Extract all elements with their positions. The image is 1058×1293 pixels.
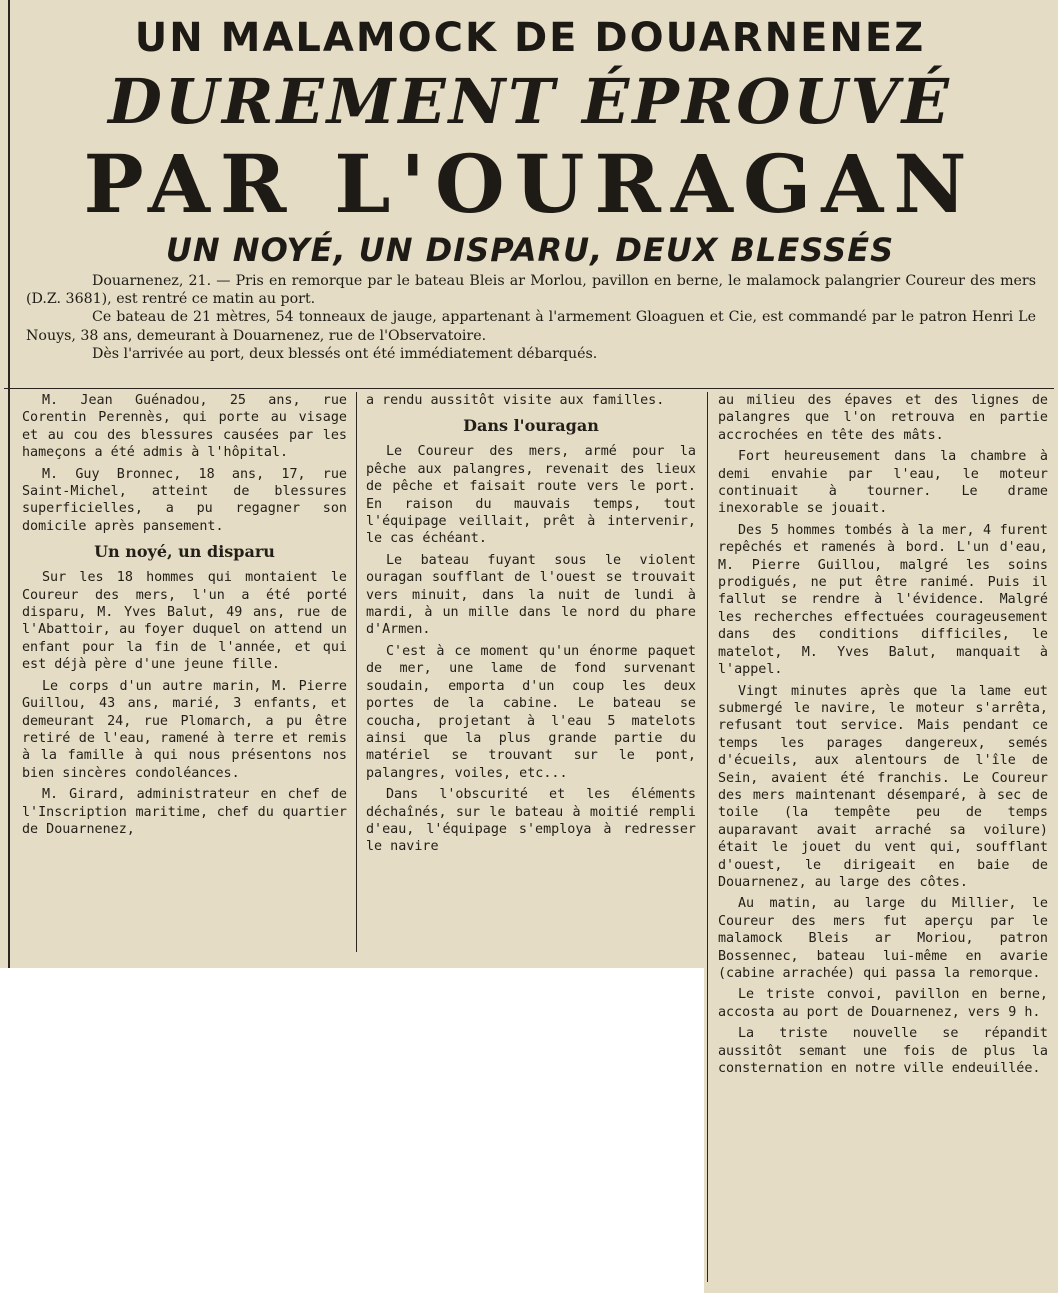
body-paragraph: Le triste convoi, pavillon en berne, accosta au port de Douarnenez, vers 9 h. [718, 987, 1048, 1020]
body-paragraph: a rendu aussitôt visite aux familles. [366, 393, 665, 408]
body-paragraph: Le corps d'un autre marin, M. Pierre Guillou, 43 ans, marié, 3 enfants, et demeurant 24, rue Plomarch, a pu être retiré de l'eau, ramené à terre et remis à la famille à qui nous présentons nos bien sincères condoléances. [22, 678, 347, 781]
body-paragraph: Des 5 hommes tombés à la mer, 4 furent repêchés et ramenés à bord. L'un d'eau, M. Pierre Guillou, malgré les soins prodigués, ne put être ranimé. Puis il fallut se rendre à l'évidence. Malgré les recherches effectuées courageusement dans des conditions difficiles, le matelot, M. Yves Balut, manquait à l'appel. [718, 522, 1048, 678]
body-paragraph: Dans l'obscurité et les éléments déchaînés, sur le bateau à moitié rempli d'eau, l'équipage s'employa à redresser le navire [366, 787, 696, 855]
column-divider [707, 392, 708, 1282]
section-heading: Dans l'ouragan [463, 416, 599, 436]
section-heading: Un noyé, un disparu [94, 542, 275, 562]
body-paragraph: Vingt minutes après que la lame eut submergé le navire, le moteur s'arrêta, refusant tout service. Mais pendant ce temps les parages dangereux, semés d'écueils, aux alentours de l'île de Sein, avaient été franchis. Le Coureur des mers maintenant désemparé, à sec de toile (la tempête peu de temps auparavant avait arraché sa voilure) était le jouet du vent qui, soufflant d'ouest, le dirigeait en baie de Douarnenez, au large des côtes. [718, 683, 1048, 890]
body-paragraph: M. Guy Bronnec, 18 ans, 17, rue Saint-Michel, atteint de blessures superficielles, a pu regagner son domicile après pansement. [22, 466, 347, 534]
body-paragraph: Fort heureusement dans la chambre à demi envahie par l'eau, le moteur continuait à tourner. Le drame inexorable se jouait. [718, 449, 1048, 517]
lead-separator-rule [4, 388, 1054, 389]
lead-paragraph [26, 272, 1036, 363]
lead-text: Douarnenez, 21. — Pris en remorque par le bateau Bleis ar Morlou, pavillon en berne, le malamock palangrier Coureur des mers (D.Z. 3681), est rentré ce matin au port. [26, 273, 1036, 308]
body-paragraph: Sur les 18 hommes qui montaient le Coureur des mers, l'un a été porté disparu, M. Yves Balut, 49 ans, rue de l'Abattoir, au foyer duquel on attend un enfant pour la fin de l'année, et qui est déjà père d'une jeune fille. [22, 570, 347, 673]
article-column-2 [366, 392, 696, 860]
subheadline: UN NOYÉ, UN DISPARU, DEUX BLESSÉS [165, 231, 895, 269]
body-paragraph: Au matin, au large du Millier, le Coureur des mers fut aperçu par le malamock Bleis ar Moriou, patron Bossennec, bateau lui-même en avarie (cabine arrachée) qui passa la remorque. [718, 896, 1048, 981]
headline-block [10, 10, 1050, 270]
article-column-1 [22, 392, 347, 842]
body-paragraph: C'est à ce moment qu'un énorme paquet de mer, une lame de fond survenant soudain, emporta d'un coup les deux portes de la cabine. Le bateau se coucha, projetant à l'eau 5 matelots ainsi que la plus grande partie du matériel se trouvant sur le pont, palangres, voiles, etc... [366, 643, 696, 781]
body-paragraph: M. Girard, administrateur en chef de l'Inscription maritime, chef du quartier de Douarnenez, [22, 787, 347, 837]
headline-line: PAR L'OURAGAN [83, 137, 977, 231]
lead-text: Ce bateau de 21 mètres, 54 tonneaux de jauge, appartenant à l'armement Gloaguen et Cie, est commandé par le patron Henri Le Nouys, 38 ans, demeurant à Douarnenez, rue de l'Observatoire. [26, 309, 1036, 344]
lead-text: Dès l'arrivée au port, deux blessés ont été immédiatement débarqués. [92, 345, 598, 362]
body-paragraph: au milieu des épaves et des lignes de palangres que l'on retrouva en partie accrochées en tête des mâts. [718, 393, 1048, 443]
body-paragraph: M. Jean Guénadou, 25 ans, rue Corentin Perennès, qui porte au visage et au cou des blessures causées par les hameçons a été admis à l'hôpital. [22, 393, 347, 461]
headline-line: UN MALAMOCK DE DOUARNENEZ [134, 15, 926, 61]
article-column-3 [718, 392, 1048, 1081]
headline-line: DUREMENT ÉPROUVÉ [108, 65, 952, 138]
body-paragraph: La triste nouvelle se répandit aussitôt semant une fois de plus la consternation en notre ville endeuillée. [718, 1026, 1048, 1077]
column-divider [356, 392, 357, 952]
body-paragraph: Le bateau fuyant sous le violent ouragan soufflant de l'ouest se trouvait vers minuit, dans la nuit de lundi à mardi, à un mille dans le nord du phare d'Armen. [366, 552, 696, 638]
body-paragraph: Le Coureur des mers, armé pour la pêche aux palangres, revenait des lieux de pêche et faisait route vers le port. En raison du mauvais temps, tout l'équipage veillait, prêt à intervenir, le cas échéant. [366, 444, 696, 547]
